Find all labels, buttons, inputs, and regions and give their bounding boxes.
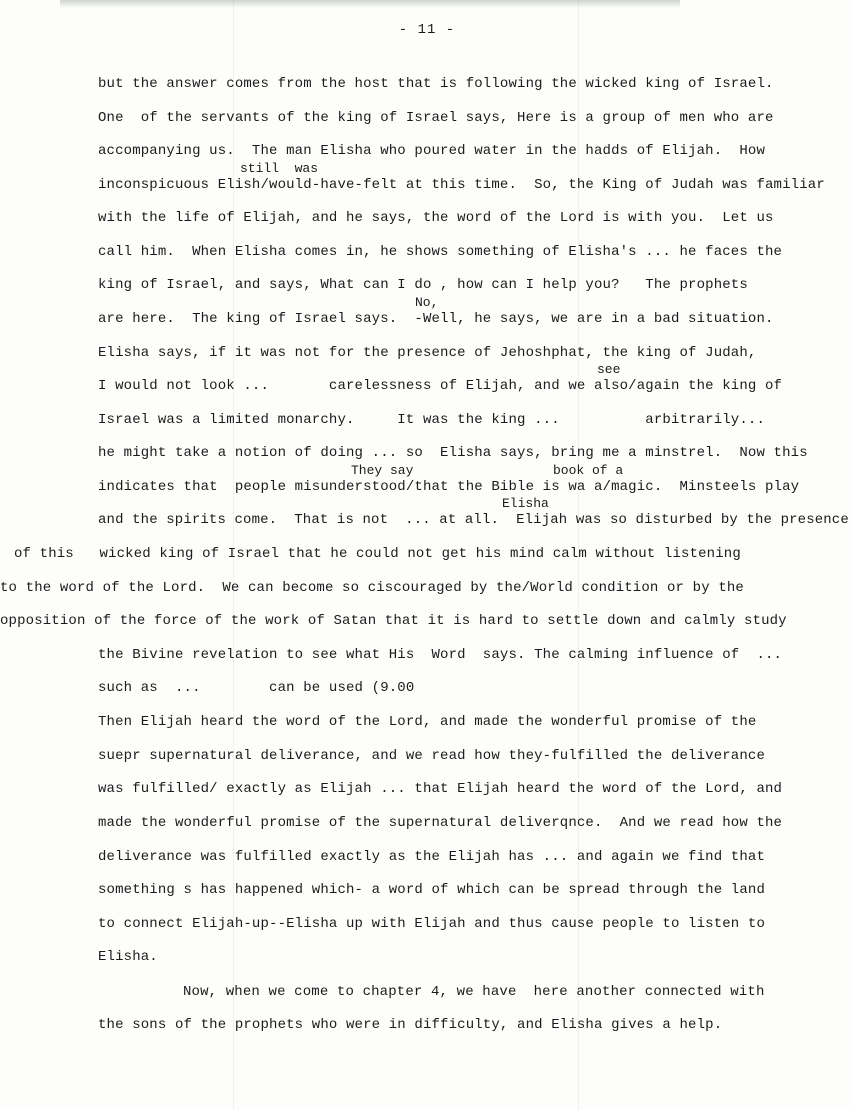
text-line: One of the servants of the king of Israel says, Here is a group of men who are (98, 110, 774, 126)
text-line: to the word of the Lord. We can become so ciscouraged by the/World condition or by the (0, 580, 744, 596)
text-line: call him. When Elisha comes in, he shows something of Elisha's ... he faces the (98, 244, 783, 260)
insertion-no: No, (415, 295, 439, 310)
text-line: he might take a notion of doing ... so Elisha says, bring me a minstrel. Now this (98, 445, 808, 461)
text-line: inconspicuous Elish/would-have-felt at this time. So, the King of Judah was familiar (98, 177, 825, 193)
text-line: Now, when we come to chapter 4, we have here another connected with (183, 984, 765, 1000)
text-line: indicates that people misunderstood/that the Bible is wa a/magic. Minsteels play (98, 479, 800, 495)
text-line: was fulfilled/ exactly as Elijah ... that Elijah heard the word of the Lord, and (98, 781, 783, 797)
text-line: king of Israel, and says, What can I do , how can I help you? The prophets (98, 277, 748, 293)
text-line: and the spirits come. That is not ... at all. Elijah was so disturbed by the presence (98, 512, 849, 528)
text-line: suepr supernatural deliverance, and we read how they-fulfilled the deliverance (98, 748, 766, 764)
text-line: but the answer comes from the host that is following the wicked king of Israel. (98, 76, 774, 92)
text-line: opposition of the force of the work of Satan that it is hard to settle down and calmly study (0, 613, 787, 629)
text-line: Israel was a limited monarchy. It was the king ... arbitrarily... (98, 412, 766, 428)
text-line: Elisha. (98, 949, 158, 965)
insertion-see: see (597, 362, 621, 377)
text-line: with the life of Elijah, and he says, the word of the Lord is with you. Let us (98, 210, 774, 226)
page-number: - 11 - (398, 22, 456, 38)
text-line: of this wicked king of Israel that he could not get his mind calm without listening (14, 546, 741, 562)
text-line: I would not look ... carelessness of Elijah, and we also/again the king of (98, 378, 783, 394)
insertion-elisha: Elisha (502, 496, 549, 511)
text-line: Elisha says, if it was not for the presence of Jehoshphat, the king of Judah, (98, 345, 757, 361)
text-line: deliverance was fulfilled exactly as the Elijah has ... and again we find that (98, 849, 766, 865)
text-line: to connect Elijah-up--Elisha up with Elijah and thus cause people to listen to (98, 916, 766, 932)
insertion-still-was: still was (240, 161, 319, 176)
text-line: the Bivine revelation to see what His Word says. The calming influence of ... (98, 647, 783, 663)
text-line: the sons of the prophets who were in difficulty, and Elisha gives a help. (98, 1017, 723, 1033)
text-line: are here. The king of Israel says. -Well, he says, we are in a bad situation. (98, 311, 774, 327)
text-line: Then Elijah heard the word of the Lord, and made the wonderful promise of the (98, 714, 757, 730)
text-line: made the wonderful promise of the supernatural deliverqnce. And we read how the (98, 815, 783, 831)
text-line: accompanying us. The man Elisha who poured water in the hadds of Elijah. How (98, 143, 766, 159)
text-line: such as ... can be used (9.00 (98, 680, 415, 696)
insertion-they-say: They say (351, 463, 414, 478)
scan-edge-shading (60, 0, 680, 8)
insertion-book-of-a: book of a (553, 463, 624, 478)
text-line: something s has happened which- a word of which can be spread through the land (98, 882, 766, 898)
